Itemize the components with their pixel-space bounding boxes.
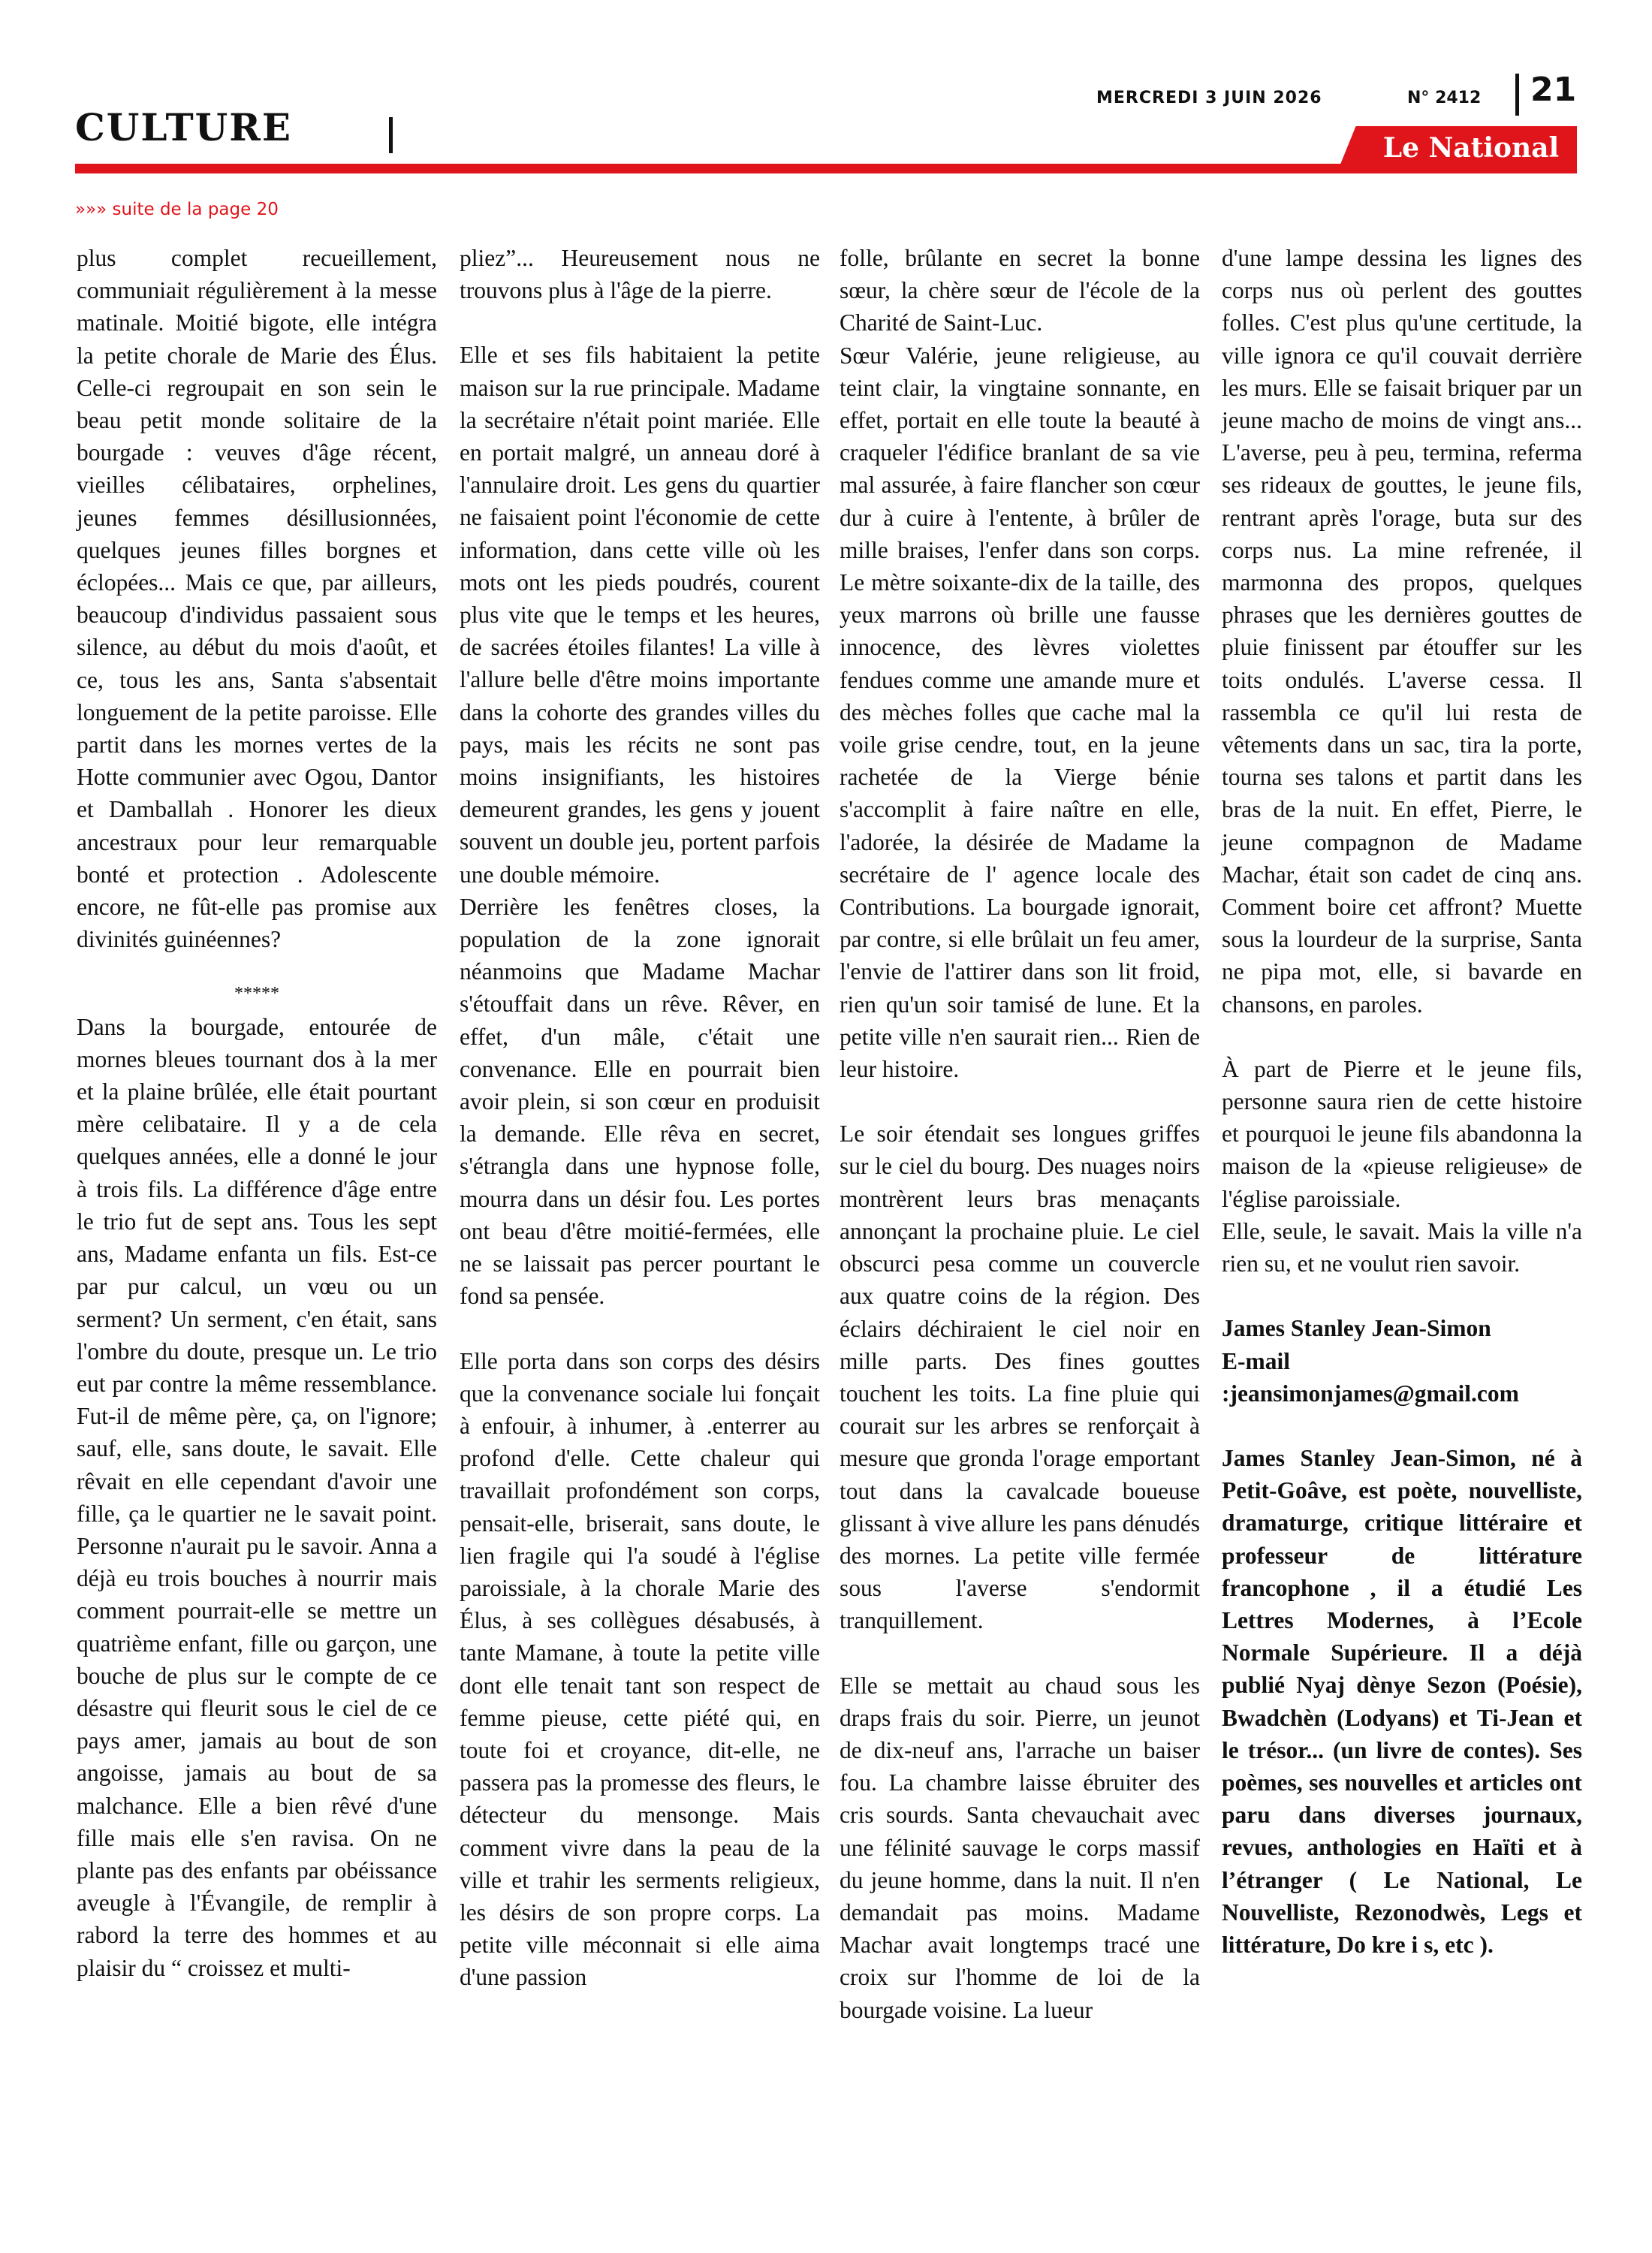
paragraph: Le soir étendait ses longues griffes sur le ciel du bourg. Des nuages noirs montrèrent leurs bras menaçants annonçant la prochaine pluie. Le ciel obscurci pesa comme un couvercle aux quatre coins de la région. Des éclairs déchiraient le ciel noir en mille parts. Des fines gouttes touchent les toits. La fine pluie qui courait sur les arbres se renforçait à mesure que gronda l'orage emportant tout dans la cavalcade boueuse glissant à vive allure les pans dénudés des mornes. La petite ville fermée sous l'averse s'endormit tranquillement. — [840, 1120, 1200, 1634]
paragraph: Dans la bourgade, entourée de mornes bleues tournant dos à la mer et la plaine brûlée, elle était pourtant mère celibataire. Il y a de cela quelques années, elle a donné le jour à trois fils. La différence d'âge entre le trio fut de sept ans. Tous les sept ans, Madame enfanta un fils. Est-ce par pur calcul, un vœu ou un serment? Un serment, c'en était, sans l'ombre du doute, presque un. Le trio eut par contre la même ressemblance. Fut-il de même père, ça, on l'ignore; sauf, elle, sans doute, le savait. Elle rêvait en elle cependant d'avoir une fille, ça le quartier ne le savait point. Personne n'aurait pu le savoir. Anna a déjà eu trois bouches à nourrir mais comment pourrait-elle se mettre un quatrième enfant, fille ou garçon, une bouche de plus sur le compte de ce désastre qui fleurit sous le ciel de ce pays amer, jamais au bout de son angoisse, jamais au bout de sa malchance. Elle a bien rêvé d'une fille mais elle s'en ravisa. On ne plante pas des enfants par obéissance aveugle à l'Évangile, de remplir à rabord la terre des hommes et au plaisir du “ croissez et multi- — [77, 1013, 437, 1981]
paragraph: Sœur Valérie, jeune religieuse, au teint clair, la vingtaine sonnante, en effet, portait en elle toute la beauté à craqueler l'édifice branlant de sa vie mal assurée, à faire flancher son cœur dur à cuire à l'entente, à brûler de mille braises, l'enfer dans son corps. Le mètre soixante-dix de la taille, des yeux marrons où brille une fausse innocence, des lèvres violettes fendues comme une amande mure et des mèches folles que cache mal la voile grise cendre, tout, en la jeune rachetée de la Vierge bénie s'accomplit à faire naître en elle, l'adorée, la désirée de Madame la secrétaire de l' agence locale des Contributions. La bourgade ignorait, par contre, si elle brûlait un feu amer, l'envie de l'attirer dans son lit froid, rien qu'un soir tamisé de lune. Et la petite ville n'en saurait rien... Rien de leur histoire. — [840, 342, 1200, 1083]
paragraph: plus complet recueillement, communiait régulièrement à la messe matinale. Moitié bigote, elle intégra la petite chorale de Marie des Élus. Celle-ci regroupait en son sein le beau petit monde solitaire de la bourgade : veuves d'âge récent, vieilles célibataires, orphelines, jeunes femmes désillusionnées, quelques jeunes filles borgnes et éclopées... Mais ce que, par ailleurs, beaucoup d'individus passaient sous silence, au début du mois d'août, et ce, tous les ans, Santa s'absentait longuement de la petite paroisse. Elle partit dans les mornes vertes de la Hotte communier avec Ogou, Dantor et Damballah . Honorer les dieux ancestraux pour leur remarquable bonté et protection . Adolescente encore, ne fût-elle pas promise aux divinités guinéennes? — [77, 245, 437, 953]
author-email[interactable]: E-mail :jeansimonjames@gmail.com — [1222, 1347, 1519, 1407]
page-number-divider — [1515, 74, 1519, 116]
paragraph: À part de Pierre et le jeune fils, personne saura rien de cette histoire et pourquoi le jeune fils abandonna la maison de la «pieuse religieuse» de l'église paroissiale. — [1222, 1055, 1582, 1212]
continued-from-link[interactable]: »»» suite de la page 20 — [75, 200, 279, 219]
paragraph: pliez”... Heureusement nous ne trouvons plus à l'âge de la pierre. — [460, 245, 820, 304]
section-separator: ***** — [234, 984, 279, 1004]
paragraph: Elle se mettait au chaud sous les draps frais du soir. Pierre, un jeunot de dix-neuf ans, l'arrache un baiser fou. La chambre laisse ébruiter des cris sourds. Santa chevauchait avec une félinité sauvage le corps massif du jeune homme, dans la nuit. Il n'en demandait pas moins. Madame Machar avait longtemps tracé une croix sur l'homme de loi de la bourgade voisine. La lueur — [840, 1672, 1200, 2023]
publication-name: Le National — [1382, 132, 1560, 164]
article-column-3 — [840, 242, 1200, 2026]
title-divider — [389, 117, 393, 153]
author-bio: James Stanley Jean-Simon, né à Petit-Goâve, est poète, nouvelliste, dramaturge, critique littéraire et professeur de littérature francophone , il a étudié Les Lettres Modernes, à l’Ecole Normale Supérieure. Il a déjà publié Nyaj dènye Sezon (Poésie), Bwadchèn (Lodyans) et Ti-Jean et le trésor... (un livre de contes). Ses poèmes, ses nouvelles et articles ont paru dans diverses journaux, revues, anthologies en Haïti et à l’étranger ( Le National, Le Nouvelliste, Rezonodwès, Legs et littérature, Do kre i s, etc ). — [1222, 1444, 1582, 1958]
article-column-2 — [460, 242, 820, 1994]
page-number: 21 — [1530, 71, 1577, 109]
article-column-1 — [77, 242, 437, 1984]
paragraph: Derrière les fenêtres closes, la population de la zone ignorait néanmoins que Madame Machar s'étouffait dans un rêve. Rêver, en effet, d'un mâle, c'était une convenance. Elle en pourrait bien avoir plein, si son cœur en produisit la demande. Elle rêva en secret, s'étrangla dans une hypnose folle, mourra dans un désir fou. Les portes ont beau d'être moitié-fermées, elle ne se laissait pas percer pourtant le fond sa pensée. — [460, 893, 820, 1310]
article-column-4 — [1222, 242, 1582, 1961]
paragraph: folle, brûlante en secret la bonne sœur, la chère sœur de l'école de la Charité de Saint-Luc. — [840, 245, 1200, 336]
paragraph: Elle, seule, le savait. Mais la ville n'a rien su, et ne voulut rien savoir. — [1222, 1217, 1582, 1277]
paragraph: Elle porta dans son corps des désirs que la convenance sociale lui fonçait à enfouir, à inhumer, à .enterrer au profond d'elle. Cette chaleur qui travaillait profondément son corps, pensait-elle, briserait, sans doute, le lien fragile qui l'a soudé à l'église paroissiale, à la chorale Marie des Élus, à ses collègues désabusés, à tante Mamane, à toute la petite ville dont elle tenait tant son respect de femme pieuse, cette piété qui, en toute foi et croyance, dit-elle, ne passera pas la promesse des fleurs, le détecteur du mensonge. Mais comment vivre dans la peau de la ville et trahir les serments religieux, les désirs de son propre corps. La petite ville méconnait si elle aima d'une passion — [460, 1347, 820, 1991]
paragraph: Elle et ses fils habitaient la petite maison sur la rue principale. Madame la secrétaire n'était point mariée. Elle en portait malgré, un anneau doré à l'annulaire droit. Les gens du quartier ne faisaient point l'économie de cette information, dans cette ville où les mots ont les pieds poudrés, courent plus vite que le temps et les heures, de sacrées étoiles filantes! La ville à l'allure belle d'être moins importante dans la cohorte des grandes villes du pays, mais les récits ne sont pas moins insignifiants, les histoires demeurent grandes, les gens y jouent souvent un double jeu, portent parfois une double mémoire. — [460, 342, 820, 888]
paragraph: d'une lampe dessina les lignes des corps nus où perlent des gouttes folles. C'est plus qu'une certitude, la ville ignora ce qu'il couvait derrière les murs. Elle se faisait briquer par un jeune macho de moins de vingt ans... L'averse, peu à peu, termina, referma ses rideaux de gouttes, le jeune fils, rentrant après l'orage, buta sur des corps nus. La mine refrenée, il marmonna des propos, quelques phrases que les dernières gouttes de pluie finissent par étouffer sur les toits ondulés. L'averse cessa. Il rassembla ce qu'il lui resta de vêtements dans un sac, tira la porte, tourna ses talons et partit dans les bras de la nuit. En effet, Pierre, le jeune compagnon de Madame Machar, était son cadet de cinq ans. Comment boire cet affront? Muette sous la lourdeur de la surprise, Santa ne pipa mot, elle, si bavarde en chansons, en paroles. — [1222, 245, 1582, 1018]
issue-number: N° 2412 — [1407, 89, 1482, 107]
section-title: CULTURE — [75, 105, 292, 149]
author-name: James Stanley Jean-Simon — [1222, 1315, 1491, 1342]
issue-date: MERCREDI 3 JUIN 2026 — [1096, 89, 1322, 107]
